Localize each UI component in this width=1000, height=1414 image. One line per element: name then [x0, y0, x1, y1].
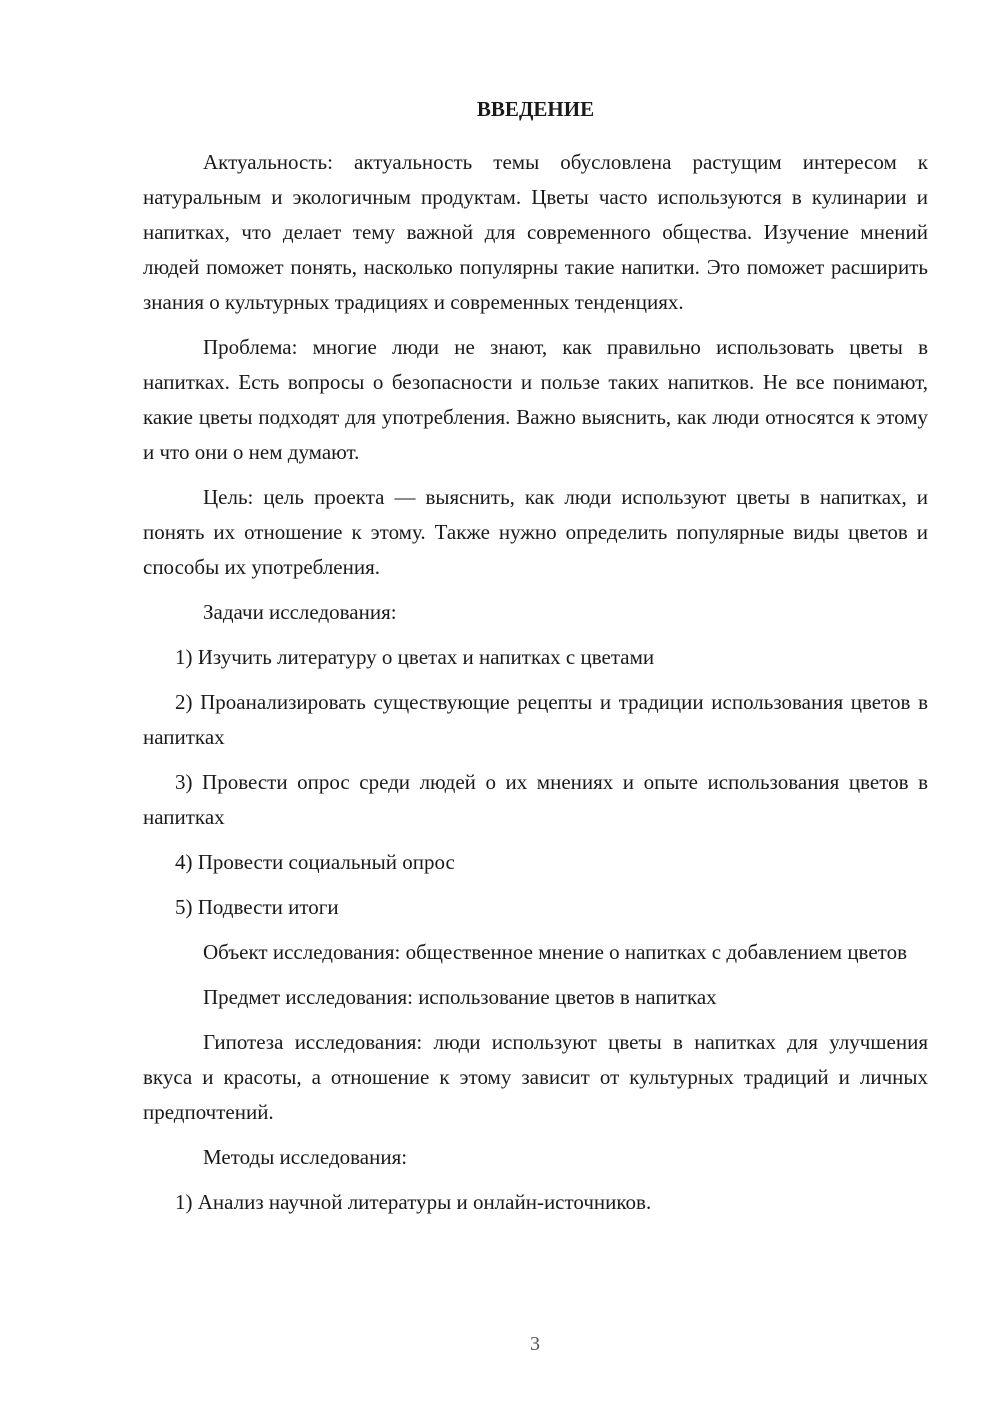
- paragraph-relevance: Актуальность: актуальность темы обусловлена растущим интересом к натуральным и экологичным продуктам. Цветы часто используются в кулинарии и напитках, что делает тему важной для современного общества. Изучение мнений людей поможет понять, насколько популярны такие напитки. Это поможет расширить знания о культурных традициях и современных тенденциях.: [143, 150, 928, 314]
- paragraph-goal: Цель: цель проекта — выяснить, как люди используют цветы в напитках, и понять их отношение к этому. Также нужно определить популярные виды цветов и способы их употребления.: [143, 485, 928, 579]
- task-item: 5) Подвести итоги: [175, 895, 339, 919]
- task-item: 3) Провести опрос среди людей о их мнениях и опыте использования цветов в напитках: [143, 770, 928, 829]
- page-number: 3: [530, 1333, 540, 1355]
- method-item: 1) Анализ научной литературы и онлайн-источников.: [175, 1190, 652, 1214]
- paragraph-methods-title: Методы исследования:: [203, 1145, 408, 1169]
- task-item: 1) Изучить литературу о цветах и напитках с цветами: [175, 645, 655, 669]
- paragraph-tasks-title: Задачи исследования:: [203, 600, 397, 624]
- paragraph-object: Объект исследования: общественное мнение о напитках с добавлением цветов: [203, 940, 907, 964]
- paragraph-hypothesis: Гипотеза исследования: люди используют цветы в напитках для улучшения вкуса и красоты, а отношение к этому зависит от культурных традиций и личных предпочтений.: [143, 1030, 928, 1124]
- section-heading: ВВЕДЕНИЕ: [476, 97, 595, 121]
- task-item: 2) Проанализировать существующие рецепты и традиции использования цветов в напитках: [143, 690, 928, 749]
- document-page: [143, 92, 928, 1230]
- task-item: 4) Провести социальный опрос: [175, 850, 455, 874]
- paragraph-problem: Проблема: многие люди не знают, как правильно использовать цветы в напитках. Есть вопросы о безопасности и пользе таких напитков. Не все понимают, какие цветы подходят для употребления. Важно выяснить, как люди относятся к этому и что они о нем думают.: [143, 335, 928, 464]
- paragraph-subject: Предмет исследования: использование цветов в напитках: [203, 985, 717, 1009]
